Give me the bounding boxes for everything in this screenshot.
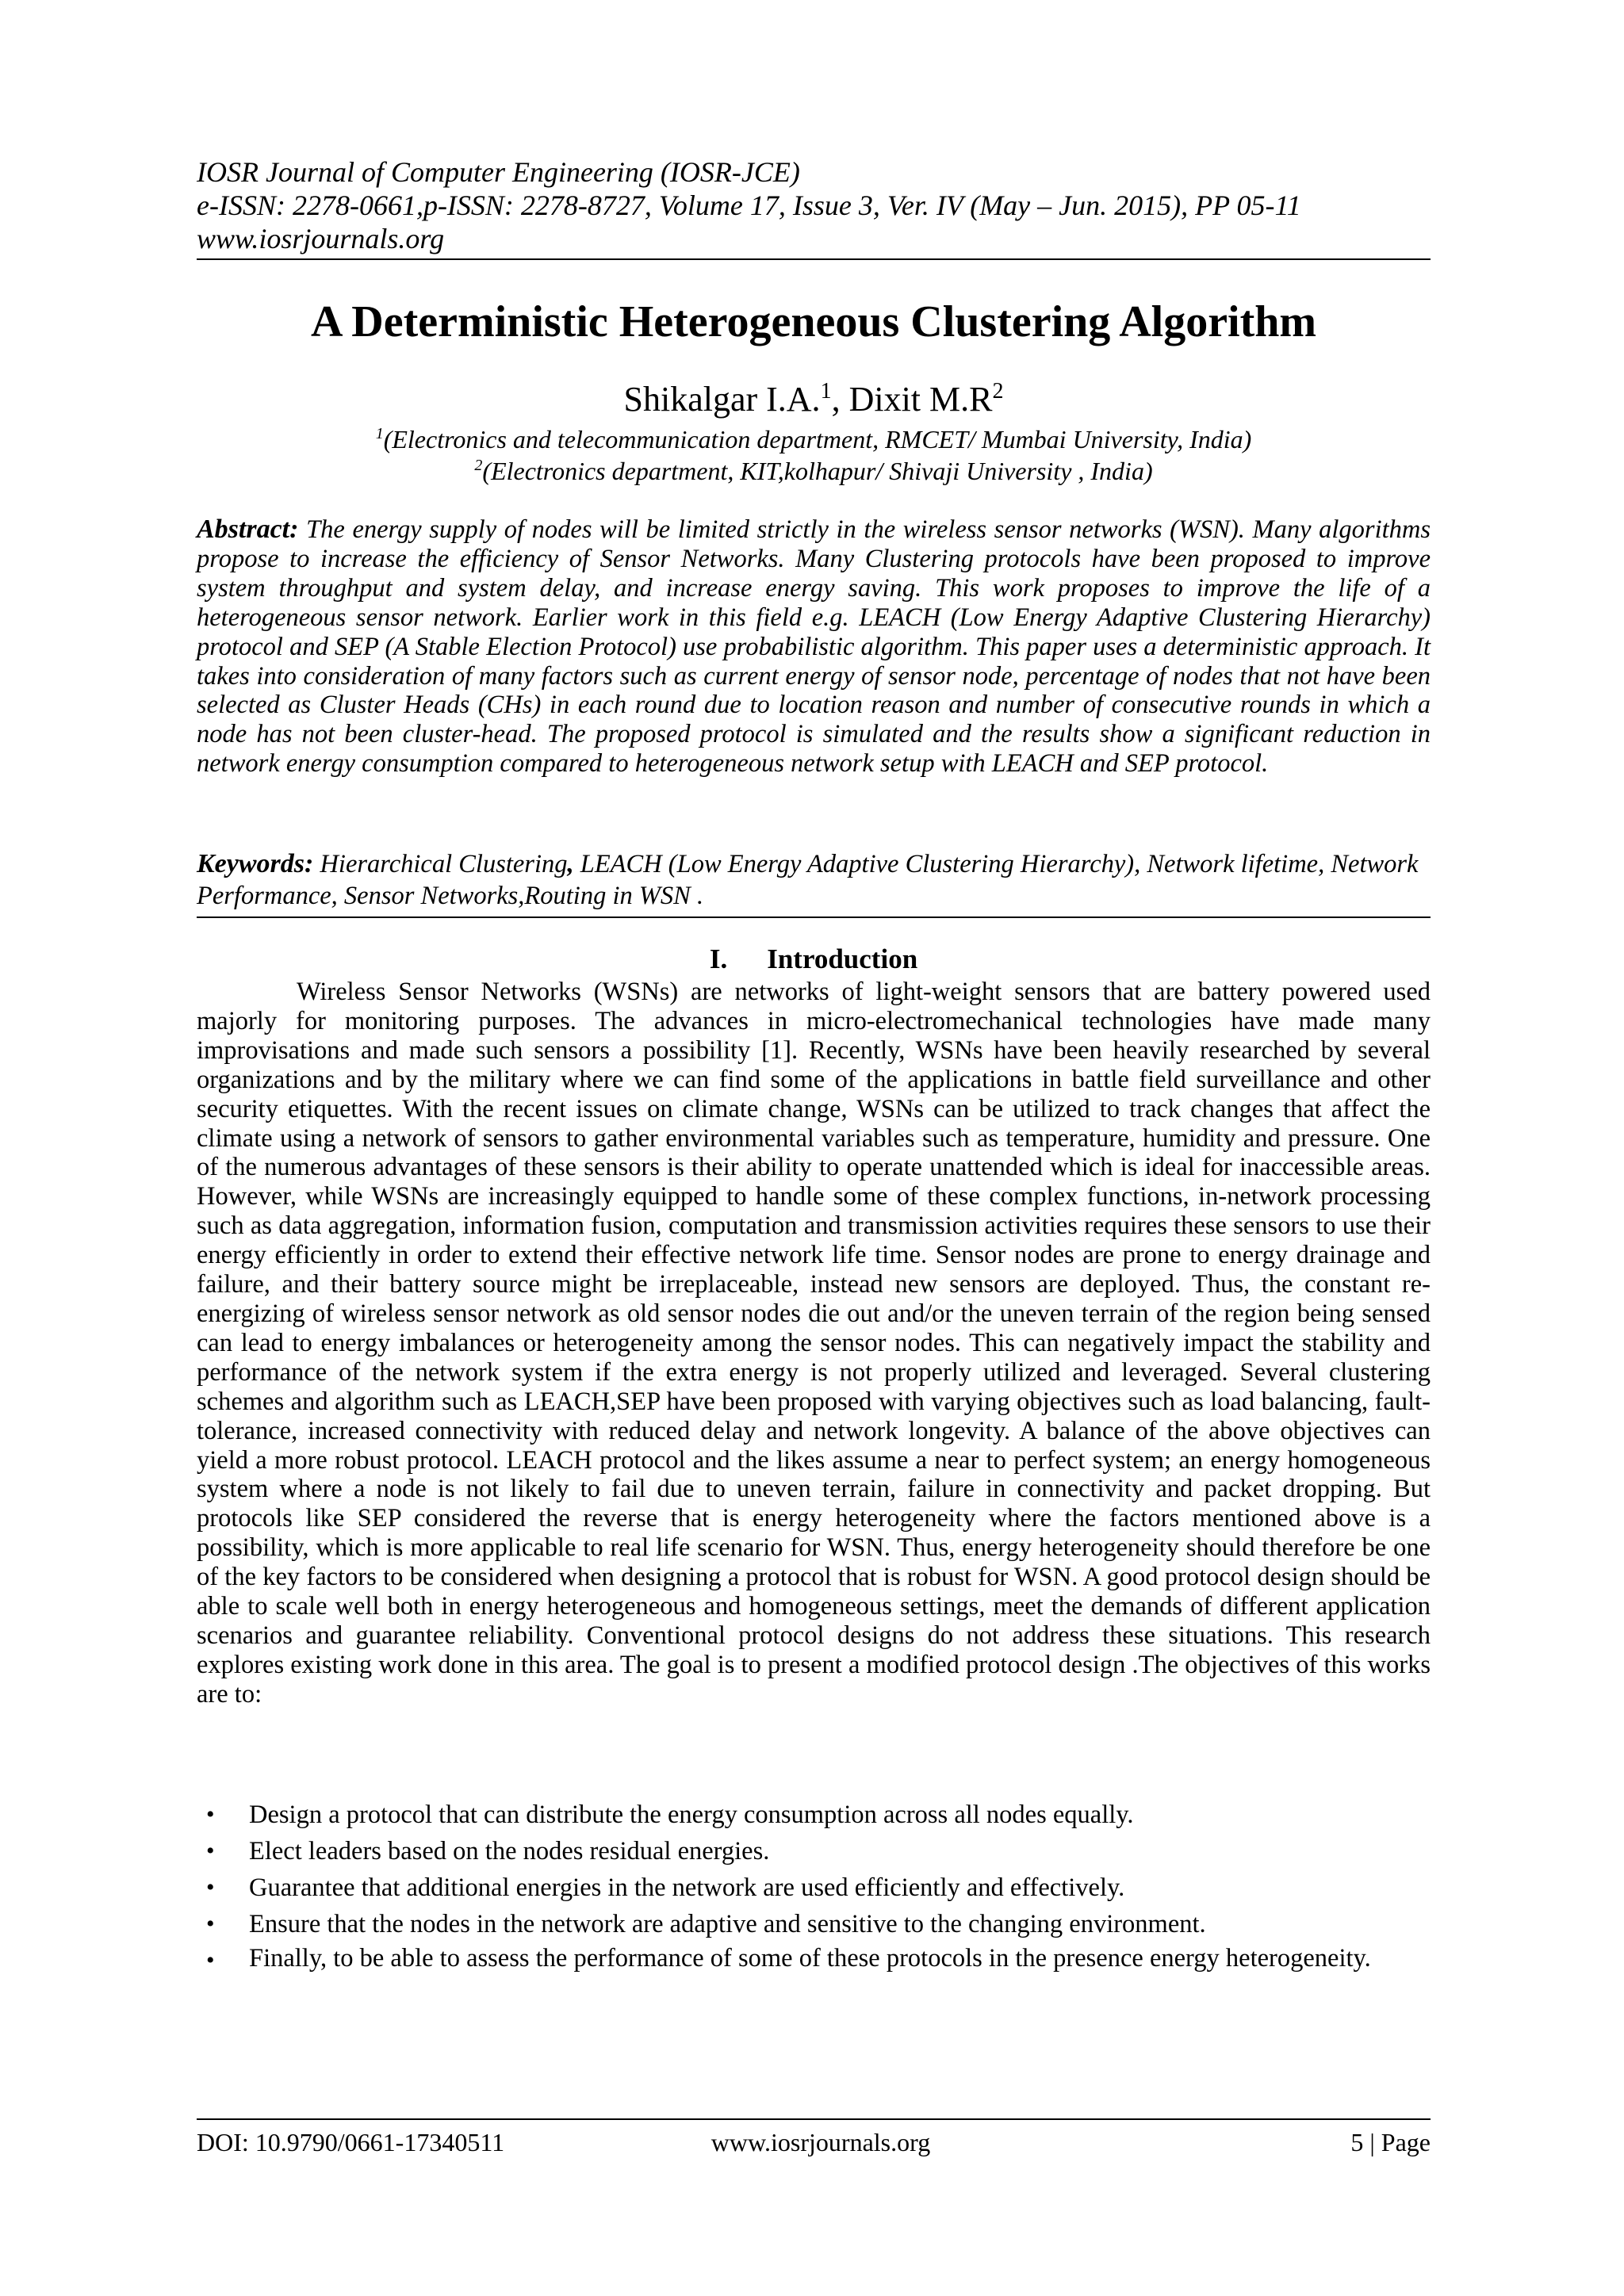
author-list <box>197 379 1431 420</box>
paper-title: A Deterministic Heterogeneous Clustering Algorithm <box>310 297 1317 346</box>
keywords-text-2: LEACH (Low Energy Adaptive Clustering Hierarchy), Network lifetime, Network Performance, Sensor Networks,Routing in WSN . <box>197 850 1419 910</box>
bullet-icon: • <box>206 1911 215 1937</box>
author-2-name: Dixit M.R <box>848 380 993 419</box>
author-2-affiliation-mark: 2 <box>992 379 1004 404</box>
author-1-affiliation-mark: 1 <box>820 379 832 404</box>
journal-website[interactable]: www.iosrjournals.org <box>197 223 445 254</box>
affiliation-2-mark: 2 <box>474 457 483 474</box>
bullet-icon: • <box>206 1838 215 1864</box>
keywords-comma: , <box>567 850 574 878</box>
keywords-label: Keywords: <box>197 849 314 878</box>
objective-item <box>197 1869 1431 1906</box>
bullet-icon: • <box>206 1947 215 1973</box>
objective-item <box>197 1833 1431 1869</box>
journal-issn: e-ISSN: 2278-0661,p-ISSN: 2278-8727, Volume 17, Issue 3, Ver. IV (May – Jun. 2015), PP 05-11 <box>197 189 1301 221</box>
bullet-icon: • <box>206 1874 215 1900</box>
author-separator: , <box>831 380 849 419</box>
abstract <box>197 515 1431 779</box>
footer-website[interactable]: www.iosrjournals.org <box>710 2128 931 2156</box>
footer-rule <box>197 2118 1431 2120</box>
affiliation-2-text: (Electronics department, KIT,kolhapur/ Shivaji University , India) <box>482 457 1153 485</box>
abstract-label: Abstract: <box>197 515 299 544</box>
affiliation-1 <box>197 423 1431 455</box>
section-title: Introduction <box>767 943 918 974</box>
header-rule <box>197 258 1431 260</box>
introduction-paragraph: Wireless Sensor Networks (WSNs) are networks of light-weight sensors that are battery powered used majorly for monitoring purposes. The advances in micro-electromechanical technologies have made many improvisations and made such sensors a possibility [1]. Recently, WSNs have been heavily researched by several organizations and by the military where we can find some of the applications in battle field surveillance and other security etiquettes. With the recent issues on climate change, WSNs can be utilized to track changes that affect the climate using a network of sensors to gather environmental variables such as temperature, humidity and pressure. One of the numerous advantages of these sensors is their ability to operate unattended which is ideal for inaccessible areas. However, while WSNs are increasingly equipped to handle some of these complex functions, in-network processing such as data aggregation, information fusion, computation and transmission activities requires these sensors to use their energy efficiently in order to extend their effective network life time. Sensor nodes are prone to energy drainage and failure, and their battery source might be irreplaceable, instead new sensors are deployed. Thus, the constant re-energizing of wireless sensor network as old sensor nodes die out and/or the uneven terrain of the region being sensed can lead to energy imbalances or heterogeneity among the sensor nodes. This can negatively impact the stability and performance of the network system if the extra energy is not properly utilized and leveraged. Several clustering schemes and algorithm such as LEACH,SEP have been proposed with varying objectives such as load balancing, fault- tolerance, increased connectivity with reduced delay and network longevity. A balance of the above objectives can yield a more robust protocol. LEACH protocol and the likes assume a near to perfect system; an energy homogeneous system where a node is not likely to fail due to uneven terrain, failure in connectivity and packet dropping. But protocols like SEP considered the reverse that is energy heterogeneity where the factors mentioned above is a possibility, which is more applicable to real life scenario for WSN. Thus, energy heterogeneity should therefore be one of the key factors to be considered when designing a protocol that is robust for WSN. A good protocol design should be able to scale well both in energy heterogeneous and homogeneous settings, meet the demands of different application scenarios and guarantee reliability. Conventional protocol designs do not address these situations. This research explores existing work done in this area. The goal is to present a modified protocol design .The objectives of this works are to: <box>197 978 1431 1709</box>
author-1-name: Shikalgar I.A. <box>623 380 821 419</box>
abstract-rule <box>197 916 1431 918</box>
objective-item <box>197 1906 1431 1942</box>
section-heading-introduction <box>197 943 1431 975</box>
objectives-list <box>197 1797 1431 1974</box>
journal-header <box>197 155 1431 255</box>
keywords <box>197 848 1431 912</box>
objective-item <box>197 1797 1431 1833</box>
affiliation-1-text: (Electronics and telecommunication department, RMCET/ Mumbai University, India) <box>383 425 1252 453</box>
journal-name: IOSR Journal of Computer Engineering (IOSR-JCE) <box>197 156 800 188</box>
abstract-text: The energy supply of nodes will be limited strictly in the wireless sensor networks (WSN). Many algorithms propose to increase the efficiency of Sensor Networks. Many Clustering protocols have been proposed to improve system throughput and system delay, and increase energy saving. This work proposes to improve the life of a heterogeneous sensor network. Earlier work in this field e.g. LEACH (Low Energy Adaptive Clustering Hierarchy) protocol and SEP (A Stable Election Protocol) use probabilistic algorithm. This paper uses a deterministic approach. It takes into consideration of many factors such as current energy of sensor node, percentage of nodes that not have been selected as Cluster Heads (CHs) in each round due to location reason and number of consecutive rounds in which a node has not been cluster-head. The proposed protocol is simulated and the results show a significant reduction in network energy consumption compared to heterogeneous network setup with LEACH and SEP protocol. <box>197 515 1431 779</box>
section-number: I. <box>709 943 728 974</box>
objective-text: Ensure that the nodes in the network are adaptive and sensitive to the changing environment. <box>249 1910 1206 1938</box>
objective-text: Design a protocol that can distribute the energy consumption across all nodes equally. <box>249 1800 1134 1829</box>
affiliation-1-mark: 1 <box>375 425 384 442</box>
affiliation-2 <box>197 455 1431 487</box>
objective-text: Finally, to be able to assess the performance of some of these protocols in the presence energy heterogeneity. <box>249 1944 1371 1973</box>
objective-item <box>197 1942 1431 1974</box>
keywords-text-1: Hierarchical Clustering <box>313 850 568 878</box>
objective-text: Elect leaders based on the nodes residual energies. <box>249 1837 770 1866</box>
bullet-icon: • <box>206 1801 215 1827</box>
objective-text: Guarantee that additional energies in the network are used efficiently and effectively. <box>249 1873 1125 1902</box>
footer-doi: DOI: 10.9790/0661-17340511 <box>197 2128 505 2156</box>
page-footer <box>197 2126 1431 2158</box>
footer-page-number: 5 | Page <box>1350 2128 1431 2156</box>
